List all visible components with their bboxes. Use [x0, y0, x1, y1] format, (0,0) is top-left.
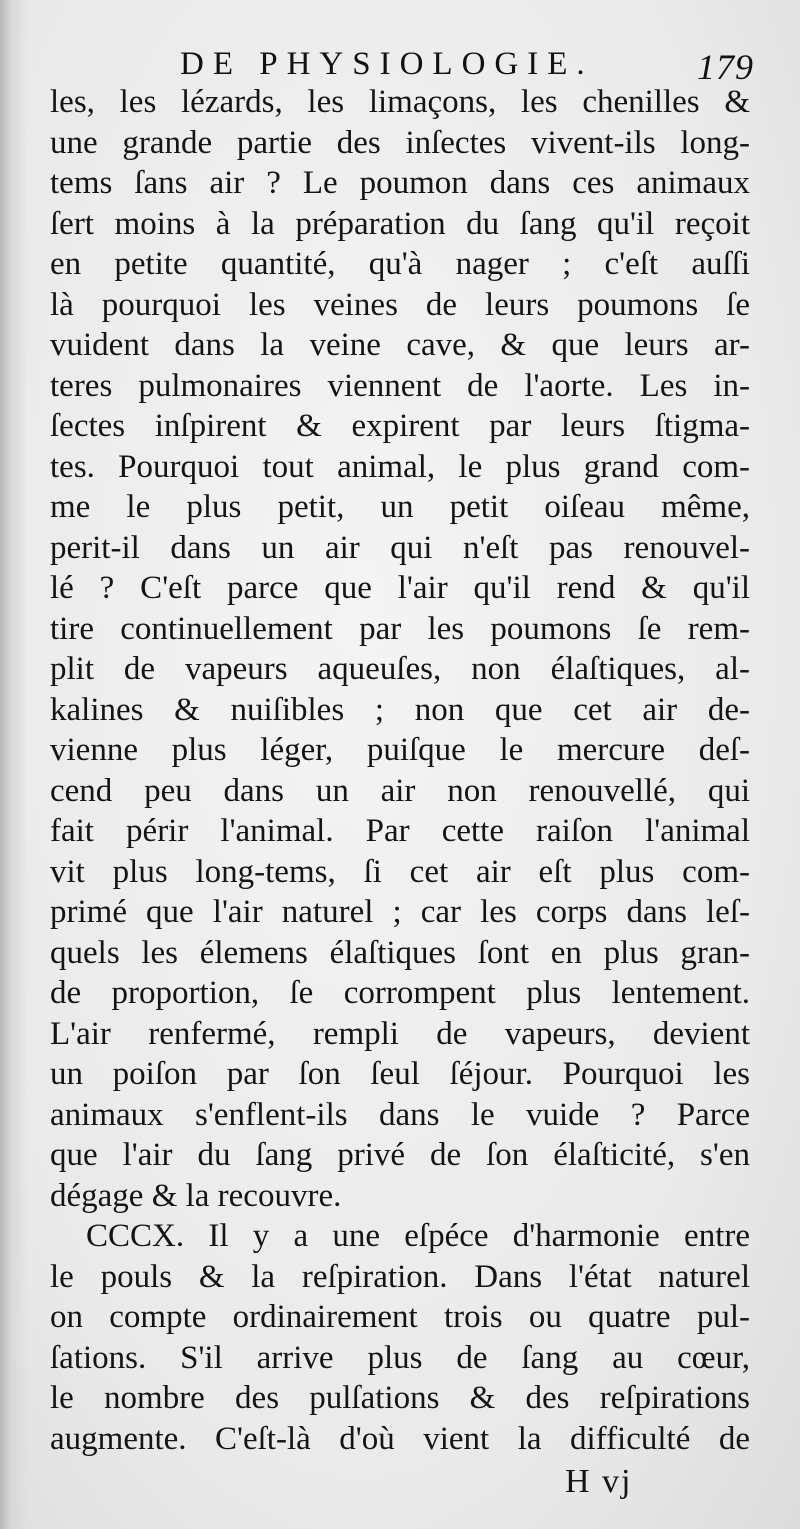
text-line: tems ſans air ? Le poumon dans ces animaux	[50, 165, 750, 201]
text-line: quels les élemens élaſtiques ſont en plus gran-	[50, 934, 750, 971]
text-line: vit plus long-tems, ſi cet air eſt plus com-	[50, 853, 750, 890]
text-line: dégage & la recouvre.	[50, 1177, 342, 1214]
text-line: vuident dans la veine cave, & que leurs ar-	[50, 327, 750, 363]
text-line: augmente. C'eſt-là d'où vient la difficulté de	[50, 1420, 750, 1457]
text-line: me le plus petit, un petit oiſeau même,	[50, 489, 750, 525]
text-line: un poiſon par ſon ſeul ſéjour. Pourquoi les	[50, 1056, 750, 1092]
gutter-shadow	[0, 0, 28, 1529]
paragraph-start-line: CCCX. Il y a une eſpéce d'harmonie entre	[86, 1218, 750, 1254]
text-line: vienne plus léger, puiſque le mercure deſ-	[50, 732, 750, 768]
text-line: le nombre des pulſations & des reſpirations	[50, 1380, 750, 1416]
text-line: en petite quantité, qu'à nager ; c'eſt auſſi	[50, 246, 750, 282]
text-line: lé ? C'eſt parce que l'air qu'il rend & qu'il	[50, 570, 750, 606]
page-number: 179	[697, 47, 754, 87]
body-text	[50, 82, 750, 1459]
running-title: DE PHYSIOLOGIE.	[180, 46, 594, 82]
text-line: kalines & nuiſibles ; non que cet air de-	[50, 691, 750, 728]
text-line: fait périr l'animal. Par cette raiſon l'animal	[50, 813, 750, 849]
text-line: cend peu dans un air non renouvellé, qui	[50, 772, 750, 809]
text-line: ſectes inſpirent & expirent par leurs ſtigma-	[50, 408, 750, 444]
text-line: les, les lézards, les limaçons, les chenilles &	[50, 84, 750, 120]
text-line: une grande partie des inſectes vivent-ils long-	[50, 124, 750, 161]
text-line: là pourquoi les veines de leurs poumons ſe	[50, 286, 750, 323]
text-line: de proportion, ſe corrompent plus lentement.	[50, 975, 750, 1011]
text-line: L'air renfermé, rempli de vapeurs, devient	[50, 1015, 750, 1052]
text-line: primé que l'air naturel ; car les corps dans leſ-	[50, 894, 750, 930]
text-line: teres pulmonaires viennent de l'aorte. Les in-	[50, 367, 750, 404]
text-line: plit de vapeurs aqueuſes, non élaſtiques, al-	[50, 651, 750, 687]
text-line: tes. Pourquoi tout animal, le plus grand com-	[50, 448, 750, 485]
text-line: animaux s'enflent-ils dans le vuide ? Parce	[50, 1096, 750, 1133]
signature-mark: H vj	[565, 1463, 633, 1500]
text-line: ſations. S'il arrive plus de ſang au cœur,	[50, 1339, 750, 1376]
text-line: tire continuellement par les poumons ſe rem-	[50, 610, 750, 647]
text-line: ſert moins à la préparation du ſang qu'il reçoit	[50, 205, 750, 242]
text-line: on compte ordinairement trois ou quatre pul-	[50, 1299, 750, 1335]
text-line: perit-il dans un air qui n'eſt pas renouvel-	[50, 529, 750, 566]
text-line: que l'air du ſang privé de ſon élaſticité, s'en	[50, 1137, 750, 1173]
text-line: le pouls & la reſpiration. Dans l'état naturel	[50, 1258, 750, 1295]
